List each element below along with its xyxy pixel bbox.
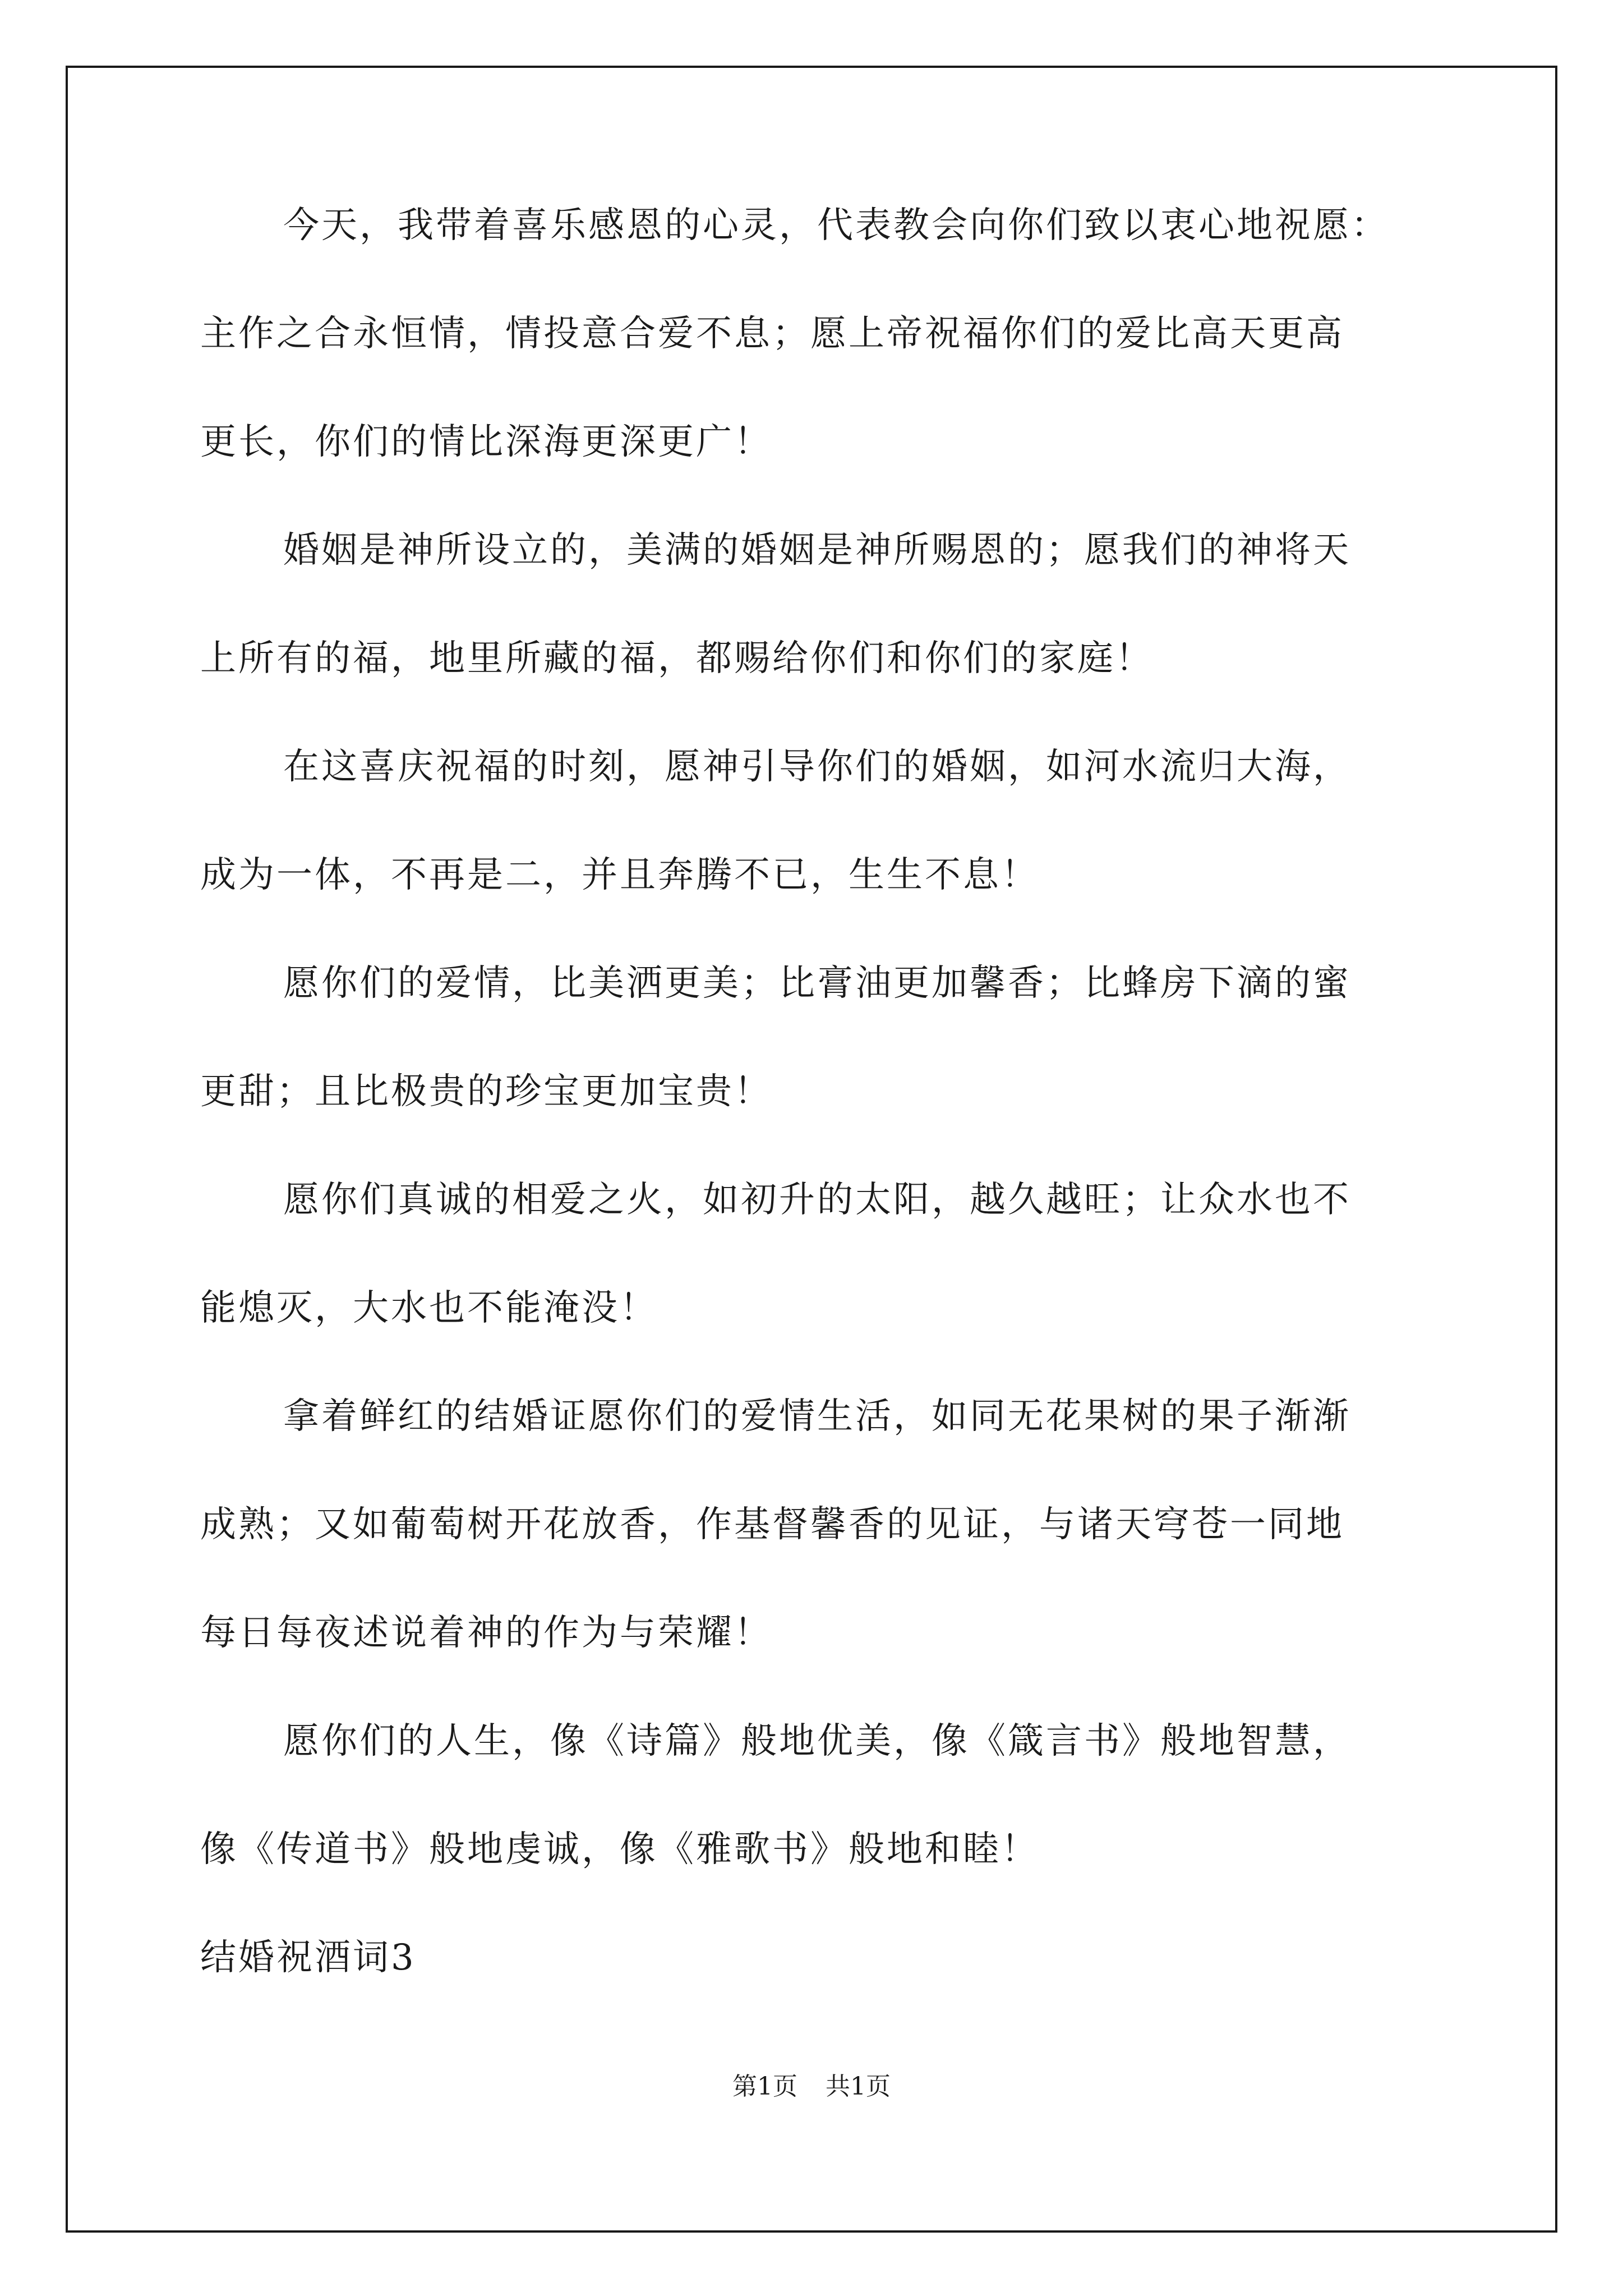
paragraph <box>200 1394 1462 1719</box>
document-body <box>200 203 1462 2044</box>
paragraph-line: 成为一体，不再是二，并且奔腾不已，生生不息！ <box>200 854 1039 896</box>
paragraph-line: 在这喜庆祝福的时刻，愿神引导你们的婚姻，如河水流归大海， <box>283 746 1351 788</box>
paragraph-line: 愿你们的人生，像《诗篇》般地优美，像《箴言书》般地智慧， <box>283 1720 1351 1762</box>
page-number-total: 共1页 <box>826 2072 891 2101</box>
section-heading: 结婚祝酒词3 <box>200 1937 416 1978</box>
page-number-current: 第1页 <box>732 2072 797 2101</box>
paragraph <box>200 528 1462 744</box>
paragraph-line: 能熄灭，大水也不能淹没！ <box>200 1287 658 1329</box>
paragraph-line: 愿你们真诚的相爱之火，如初升的太阳，越久越旺；让众水也不 <box>283 1179 1351 1221</box>
paragraph-line: 愿你们的爱情，比美洒更美；比膏油更加馨香；比蜂房下滴的蜜 <box>283 963 1351 1004</box>
page-footer <box>0 2070 1623 2104</box>
paragraph <box>200 203 1462 528</box>
paragraph <box>200 1719 1462 1935</box>
paragraph <box>200 1177 1462 1394</box>
paragraph-line: 主作之合永恒情，情投意合爱不息；愿上帝祝福你们的爱比高天更高 <box>200 313 1344 355</box>
paragraph-line: 上所有的福，地里所藏的福，都赐给你们和你们的家庭！ <box>200 638 1154 679</box>
paragraph-line: 婚姻是神所设立的，美满的婚姻是神所赐恩的；愿我们的神将天 <box>283 530 1351 571</box>
paragraph-line: 每日每夜述说着神的作为与荣耀！ <box>200 1612 772 1654</box>
paragraph-line: 更甜；且比极贵的珍宝更加宝贵！ <box>200 1071 772 1112</box>
paragraph-line: 今天，我带着喜乐感恩的心灵，代表教会向你们致以衷心地祝愿： <box>283 205 1389 246</box>
paragraph <box>200 961 1462 1177</box>
paragraph-line: 像《传道书》般地虔诚，像《雅歌书》般地和睦！ <box>200 1829 1039 1870</box>
paragraph-line: 更长，你们的情比深海更深更广！ <box>200 421 772 463</box>
paragraph <box>200 744 1462 961</box>
paragraph-line: 拿着鲜红的结婚证愿你们的爱情生活，如同无花果树的果子渐渐 <box>283 1396 1351 1437</box>
paragraph-line: 成熟；又如葡萄树开花放香，作基督馨香的见证，与诸天穹苍一同地 <box>200 1504 1344 1545</box>
